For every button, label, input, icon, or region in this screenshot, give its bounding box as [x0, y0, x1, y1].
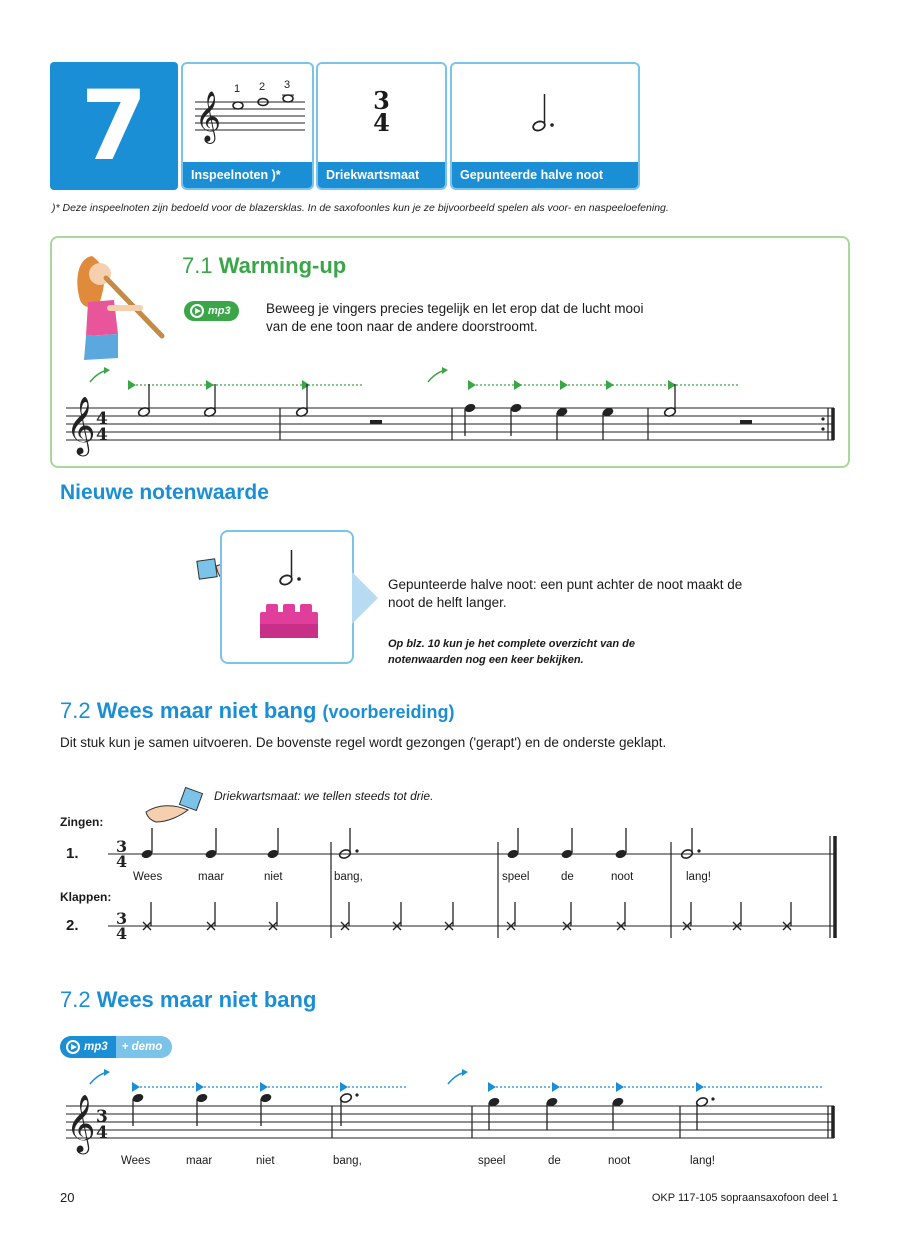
play-icon [190, 304, 204, 318]
new-value-note [388, 636, 635, 668]
lyric: Wees [121, 1155, 151, 1167]
time-sig-top: 4 [96, 409, 108, 429]
finger-number: 3 [284, 79, 291, 91]
dotted-half-box [450, 62, 640, 190]
finger-number: 2 [259, 81, 266, 93]
warmup-notes-box [181, 62, 314, 190]
pointing-hand-icon [144, 786, 206, 826]
note-line: notenwaarden nog een keer bekijken. [388, 654, 584, 666]
treble-clef-icon: 𝄞 [66, 1094, 96, 1152]
warmup-staff [62, 364, 842, 460]
section-number: 7.2 [60, 987, 91, 1012]
instruction-line: van de ene toon naar de andere doorstroomt. [266, 319, 538, 334]
row2-label: Klappen: [60, 890, 112, 904]
time-sig-bottom: 4 [96, 1123, 108, 1143]
lesson-number: 7 [50, 62, 178, 190]
note-line: Op blz. 10 kun je het complete overzicht van de [388, 638, 635, 650]
time-sig-bottom: 4 [96, 425, 108, 445]
footnote: )* Deze inspeelnoten zijn bedoeld voor de blazersklas. In de saxofoonles kun je ze bijvoorbeeld spelen als voor- en naspeeloefening. [52, 202, 669, 214]
lyric: niet [256, 1155, 275, 1167]
lyric: Wees [133, 871, 163, 883]
mp3-button[interactable] [184, 301, 239, 321]
new-value-heading: Nieuwe notenwaarde [60, 481, 269, 504]
lyric: niet [264, 871, 283, 883]
mp3-label: mp3 [84, 1041, 108, 1053]
time-sig-top: 3 [96, 1107, 108, 1127]
time-sig-bottom: 4 [116, 852, 128, 871]
instruction-line: Beweeg je vingers precies tegelijk en let erop dat de lucht mooi [266, 301, 644, 316]
publication-code: OKP 117-105 sopraansaxofoon deel 1 [651, 1192, 838, 1204]
box-label: Driekwartsmaat [318, 162, 445, 188]
mp3-label: mp3 [208, 305, 231, 317]
row1-label: Zingen: [60, 815, 104, 829]
treble-clef-icon: 𝄞 [195, 91, 222, 142]
piece-title [60, 987, 316, 1013]
lyric: lang! [690, 1155, 715, 1167]
lyric: bang, [334, 871, 363, 883]
saxophone-player-illustration [70, 244, 175, 364]
section-title: Wees maar niet bang [96, 698, 317, 723]
section-title: Wees maar niet bang [96, 987, 317, 1012]
piece-staff [62, 1062, 842, 1158]
dotted-half-note-card [220, 530, 354, 664]
time-sig-top: 3 [116, 909, 128, 928]
time-signature-box [316, 62, 447, 190]
lyric: de [548, 1155, 561, 1167]
lyric: speel [478, 1155, 506, 1167]
time-sig-bottom: 4 [116, 924, 128, 942]
section-title: Warming-up [218, 253, 347, 278]
lyric: noot [611, 871, 634, 883]
mp3-demo-button[interactable] [60, 1036, 172, 1058]
description-line: noot de helft langer. [388, 595, 507, 610]
prep-hint: Driekwartsmaat: we tellen steeds tot drie. [214, 789, 434, 803]
warmup-instructions [266, 300, 643, 336]
section-number: 7.2 [60, 698, 91, 723]
row1-number: 1. [66, 845, 79, 862]
section-number: 7.1 [182, 253, 213, 278]
lyric: maar [186, 1155, 213, 1167]
lyric: noot [608, 1155, 631, 1167]
time-sig-top: 3 [373, 86, 390, 115]
lyric: bang, [333, 1155, 362, 1167]
description-line: Gepunteerde halve noot: een punt achter de noot maakt de [388, 577, 743, 592]
finger-number: 1 [234, 83, 241, 95]
prep-intro: Dit stuk kun je samen uitvoeren. De bovenste regel wordt gezongen ('gerapt') en de onderste geklapt. [60, 735, 667, 750]
warmup-title [182, 253, 346, 279]
dotted-half-note-icon [452, 64, 638, 164]
callout-arrow [352, 572, 378, 624]
time-sig-top: 3 [116, 837, 128, 856]
warmup-notes-staff [183, 64, 312, 164]
play-icon [66, 1040, 80, 1054]
time-sig-bottom: 4 [373, 108, 390, 137]
lyric: lang! [686, 871, 711, 883]
lyric: speel [502, 871, 530, 883]
page-number: 20 [60, 1190, 75, 1205]
lyric: de [561, 871, 574, 883]
section-subtitle: (voorbereiding) [322, 702, 455, 722]
box-label: Gepunteerde halve noot [452, 162, 638, 188]
new-value-description [388, 576, 742, 612]
lego-brick-icon [260, 604, 318, 638]
lyric: maar [198, 871, 225, 883]
row2-number: 2. [66, 917, 79, 934]
box-label: Inspeelnoten )* [183, 162, 312, 188]
dotted-half-note-icon [222, 532, 352, 662]
demo-label: + demo [116, 1036, 173, 1058]
prep-title [60, 698, 455, 724]
treble-clef-icon: 𝄞 [66, 396, 96, 454]
